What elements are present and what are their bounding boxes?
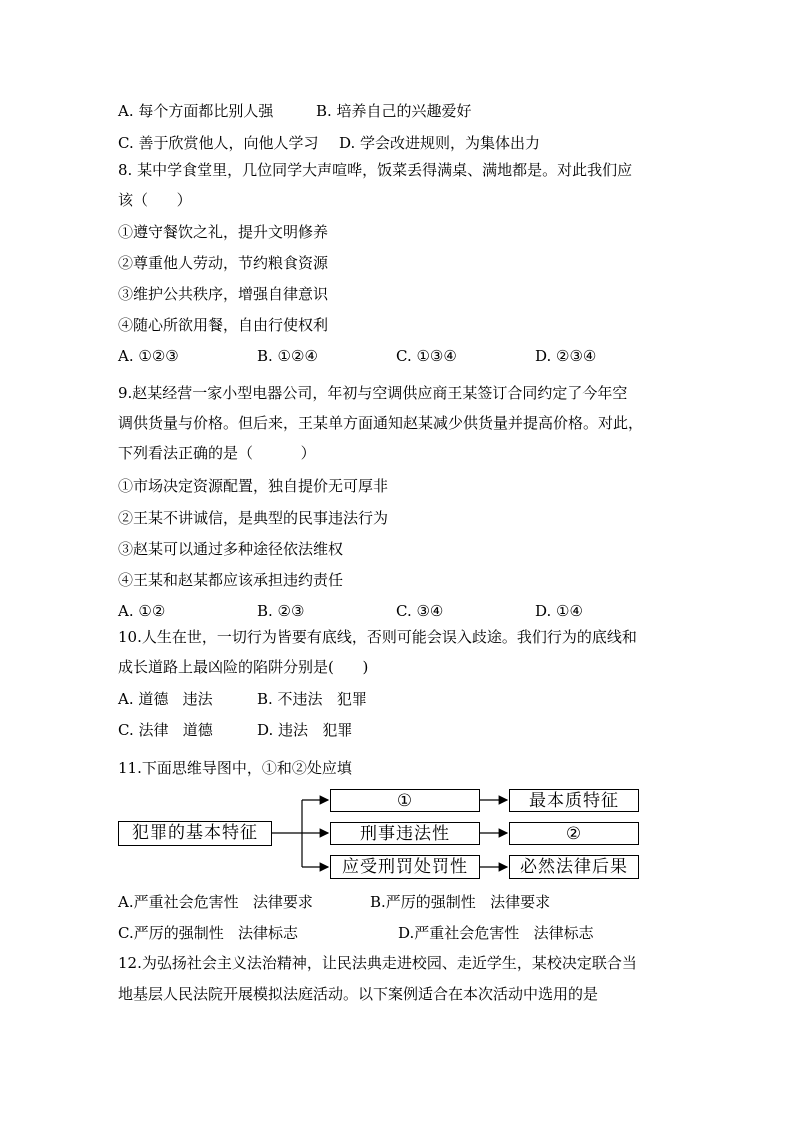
q8-statement-2: ②尊重他人劳动，节约粮食资源	[118, 254, 329, 272]
q8-statement-3: ③维护公共秩序，增强自律意识	[118, 285, 329, 303]
mind-map-node-3: 应受刑罚处罚性	[330, 855, 480, 879]
q9-option-d: D. ①④	[535, 602, 583, 620]
q8-option-c: C. ①③④	[396, 347, 457, 365]
q9-statement-4: ④王某和赵某都应该承担违约责任	[118, 571, 344, 589]
q10-option-a: A. 道德 违法	[118, 690, 213, 708]
mind-map-right-3: 必然法律后果	[509, 855, 639, 879]
q9-statement-2: ②王某不讲诚信，是典型的民事违法行为	[118, 509, 389, 527]
q8-option-d: D. ②③④	[535, 347, 597, 365]
q9-statement-3: ③赵某可以通过多种途径依法维权	[118, 540, 344, 558]
q9-statement-1: ①市场决定资源配置，独自提价无可厚非	[118, 477, 389, 495]
mind-map-right-2: ②	[509, 822, 639, 845]
q11-option-d: D.严重社会危害性 法律标志	[398, 924, 594, 942]
q12-stem-line2: 地基层人民法院开展模拟法庭活动。以下案例适合在本次活动中选用的是	[118, 985, 599, 1003]
q8-stem-line1: 8. 某中学食堂里，几位同学大声喧哗，饭菜丢得满桌、满地都是。对此我们应	[118, 161, 633, 179]
q9-option-b: B. ②③	[257, 602, 305, 620]
q7-option-b: B. 培养自己的兴趣爱好	[316, 102, 472, 120]
q7-option-d: D. 学会改进规则，为集体出力	[339, 134, 541, 152]
q9-option-a: A. ①②	[118, 602, 166, 620]
q8-statement-4: ④随心所欲用餐，自由行使权利	[118, 316, 329, 334]
mind-map-root: 犯罪的基本特征	[118, 821, 272, 846]
mind-map-node-1: ①	[330, 789, 480, 812]
q11-stem: 11.下面思维导图中，①和②处应填	[118, 759, 352, 777]
q10-stem-line2: 成长道路上最凶险的陷阱分别是( )	[118, 658, 369, 676]
mind-map-right-1: 最本质特征	[509, 789, 639, 812]
q10-option-b: B. 不违法 犯罪	[257, 690, 367, 708]
q7-option-c: C. 善于欣赏他人，向他人学习	[118, 134, 319, 152]
q10-option-d: D. 违法 犯罪	[257, 721, 353, 739]
mind-map-node-2: 刑事违法性	[330, 822, 480, 845]
q11-option-b: B.严厉的强制性 法律要求	[370, 893, 551, 911]
q9-stem-line2: 调供货量与价格。但后来，王某单方面通知赵某减少供货量并提高价格。对此，	[118, 414, 644, 432]
q9-stem-line3: 下列看法正确的是（ ）	[118, 444, 316, 462]
q7-option-a: A. 每个方面都比别人强	[118, 102, 274, 120]
q9-stem-line1: 9.赵某经营一家小型电器公司，年初与空调供应商王某签订合同约定了今年空	[118, 384, 628, 402]
q12-stem-line1: 12.为弘扬社会主义法治精神，让民法典走进校园、走近学生，某校决定联合当	[118, 954, 637, 972]
q8-option-a: A. ①②③	[118, 347, 179, 365]
q8-option-b: B. ①②④	[257, 347, 318, 365]
q11-option-c: C.严厉的强制性 法律标志	[118, 924, 299, 942]
q11-option-a: A.严重社会危害性 法律要求	[118, 893, 313, 911]
q8-statement-1: ①遵守餐饮之礼，提升文明修养	[118, 223, 329, 241]
q8-stem-line2: 该（ ）	[118, 191, 192, 209]
q10-option-c: C. 法律 道德	[118, 721, 213, 739]
q9-option-c: C. ③④	[396, 602, 444, 620]
q10-stem-line1: 10.人生在世，一切行为皆要有底线，否则可能会误入歧途。我们行为的底线和	[118, 628, 637, 646]
